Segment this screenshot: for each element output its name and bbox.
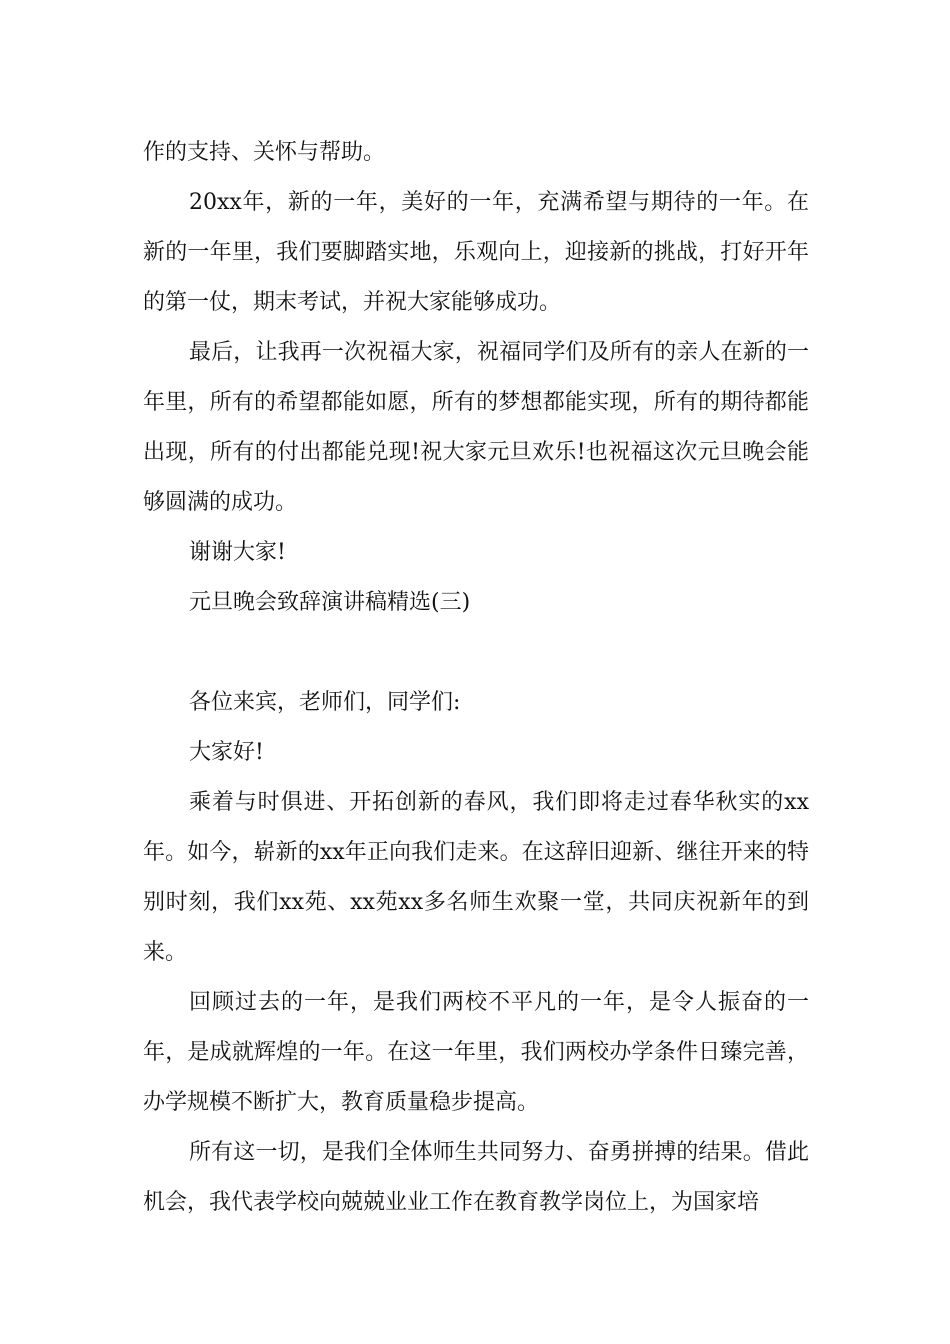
paragraph-continuation: 作的支持、关怀与帮助。 xyxy=(143,140,386,165)
paragraph-salutation: 各位来宾，老师们，同学们: xyxy=(189,690,461,715)
paragraph-spring-breeze: 乘着与时俱进、开拓创新的春风，我们即将走过春华秋实的xx年。如今，崭新的xx年正向我们走来。在这辞旧迎新、继往开来的特别时刻，我们xx苑、xx苑xx多名师生欢聚一堂，共同庆祝新年的到来。 xyxy=(143,790,809,965)
paragraph-achievements: 所有这一切，是我们全体师生共同努力、奋勇拼搏的结果。借此机会，我代表学校向兢兢业业工作在教育教学岗位上，为国家培 xyxy=(143,1140,809,1215)
paragraph-greeting: 大家好! xyxy=(189,740,264,765)
paragraph-new-year-hopes: 20xx年，新的一年，美好的一年，充满希望与期待的一年。在新的一年里，我们要脚踏实地，乐观向上，迎接新的挑战，打好开年的第一仗，期末考试，并祝大家能够成功。 xyxy=(143,190,809,315)
blank-line xyxy=(143,628,809,678)
document-body xyxy=(143,128,809,1228)
paragraph-final-blessing: 最后，让我再一次祝福大家，祝福同学们及所有的亲人在新的一年里，所有的希望都能如愿，所有的梦想都能实现，所有的期待都能出现，所有的付出都能兑现!祝大家元旦欢乐!也祝福这次元旦晚会能够圆满的成功。 xyxy=(143,340,809,515)
paragraph-thanks: 谢谢大家! xyxy=(189,540,286,565)
paragraph-review-year: 回顾过去的一年，是我们两校不平凡的一年，是令人振奋的一年，是成就辉煌的一年。在这一年里，我们两校办学条件日臻完善，办学规模不断扩大，教育质量稳步提高。 xyxy=(143,990,809,1115)
section-heading: 元旦晚会致辞演讲稿精选(三) xyxy=(189,590,471,615)
